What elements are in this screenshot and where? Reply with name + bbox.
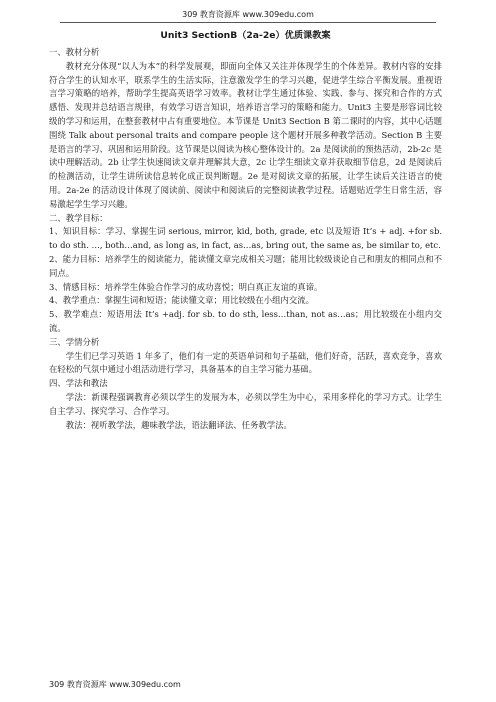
- goal-difficulties: 5、教学难点：短语用法 It’s +adj. for sb. to do sth, less…than, not as…as；用比较级在小组内交流。: [49, 309, 442, 333]
- analysis-paragraph: 教材充分体现“以人为本”的科学发展观，即面向全体又关注并体现学生的个体差异。教材内容的安排符合学生的认知水平，联系学生的生活实际，注意激发学生的学习兴趣，促进学生综合平衡发展。重视语言学习策略的培养，帮助学生提高英语学习效率。教材让学生通过体验、实践、参与、探究和合作的方式感悟、发现并总结语言规律，有效学习语言知识，培养语言学习的策略和能力。Unit3 主要是形容词比较级的学习和运用，在整套教材中占有重要地位。本节课是 Unit3 Section B 第二课时的内容，其中心话题围绕 Talk about personal traits and compare people 这个题材开展多种教学活动。Section B 主要是语言的学习、巩固和运用阶段。这节课是以阅读为核心整体设计的。2a 是阅读前的预热活动，2b-2c 是读中理解活动。2b 让学生快速阅读文章并理解其大意，2c 让学生细读文章并获取细节信息，2d 是阅读后的检测活动，让学生讲所读信息转化成正误判断题。2e 是对阅读文章的拓展，让学生读后关注语言的使用。2a-2e 的活动设计体现了阅读前、阅读中和阅读后的完整阅读教学过程。话题贴近学生日常生活，容易激起学生学习兴趣。: [49, 60, 442, 209]
- footer-text: 309 教育资源库 www.309edu.com: [49, 680, 181, 689]
- section-heading-methods: 四、学法和教法: [49, 378, 108, 389]
- page-footer: [49, 680, 181, 690]
- goal-key-points: 4、教学重点：掌握生词和短语；能读懂文章；用比较级在小组内交流。: [49, 295, 314, 306]
- section-heading-goals: 二、教学目标：: [49, 212, 108, 223]
- goal-knowledge: 1、知识目标：学习、掌握生词 serious, mirror, kid, both, grade, etc 以及短语 It’s + adj. +for sb. to do sth. …, both…and, as long as, in fact, as…as, bring out, the same as, be similar to, etc.: [49, 226, 442, 251]
- document-body: [49, 29, 442, 432]
- header-rule: [60, 22, 436, 23]
- section-heading-students: 三、学情分析: [49, 336, 100, 347]
- goal-emotion: 3、情感目标：培养学生体验合作学习的成功喜悦；明白真正友谊的真谛。: [49, 281, 323, 292]
- goal-ability: 2、能力目标：培养学生的阅读能力，能读懂文章完成相关习题；能用比较级谈论自己和朋友的相同点和不同点。: [49, 253, 442, 278]
- teaching-methods-paragraph: 教法：视听教学法，趣味教学法，语法翻译法、任务教学法。: [65, 419, 292, 430]
- students-paragraph: 学生们已学习英语 1 年多了，他们有一定的英语单词和句子基础，他们好奇，活跃，喜欢竞争，喜欢在轻松的气氛中通过小组活动进行学习，具备基本的自主学习能力基础。: [49, 350, 442, 375]
- header-text: 309 教育资源库 www.309edu.com: [182, 10, 314, 19]
- document-title: Unit3 SectionB（2a-2e）优质课教案: [160, 30, 331, 41]
- section-heading-analysis: 一、教材分析: [49, 47, 100, 57]
- learning-methods-paragraph: 学法：新课程强调教育必须以学生的发展为本，必须以学生为中心，采用多样化的学习方式。让学生自主学习、探究学习、合作学习。: [49, 391, 442, 416]
- page-header: [0, 10, 496, 20]
